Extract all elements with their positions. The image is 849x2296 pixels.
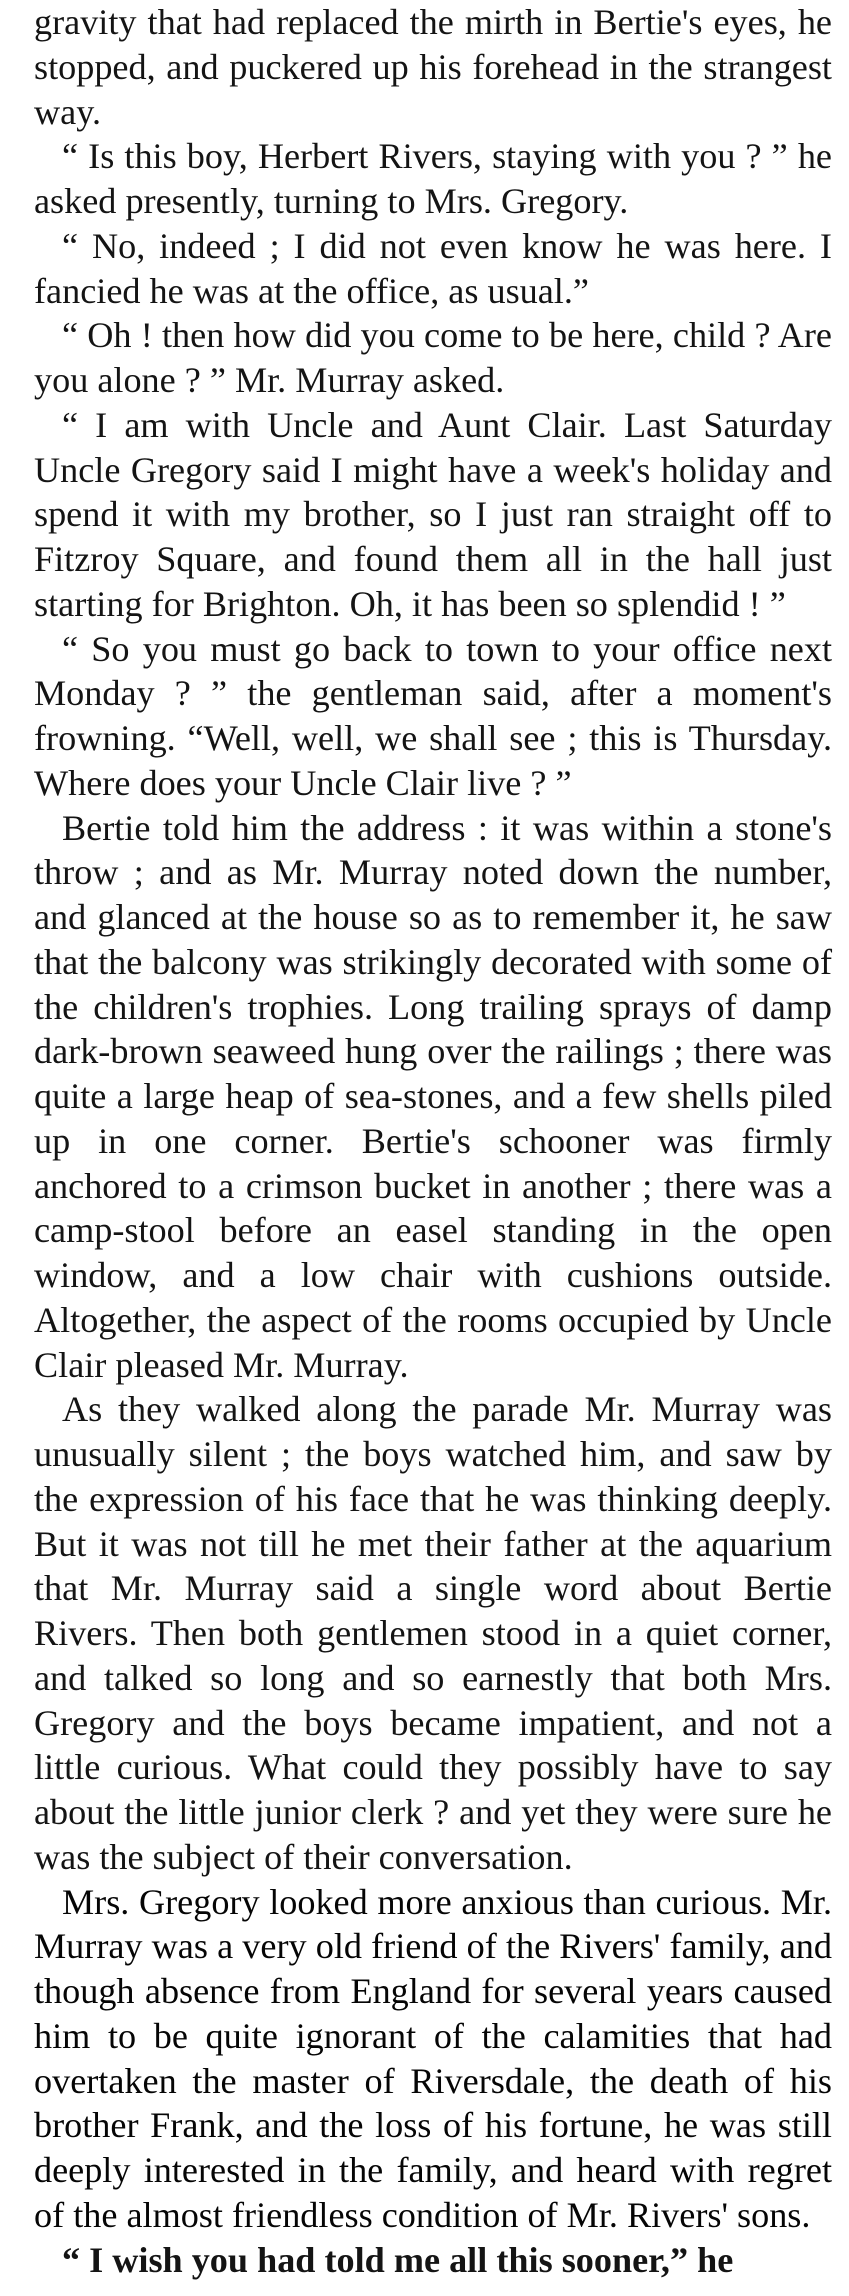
paragraph-7: Bertie told him the address : it was within a stone's throw ; and as Mr. Murray noted down the number, and glanced at the house so as to remember it, he saw that the balcony was strikingly decorated with some of the children's trophies. Long trailing sprays of damp dark-brown seaweed hung over the railings ; there was quite a large heap of sea-stones, and a few shells piled up in one corner. Bertie's schooner was firmly anchored to a crimson bucket in another ; there was a camp-stool before an easel standing in the open window, and a low chair with cushions outside. Altogether, the aspect of the rooms occupied by Uncle Clair pleased Mr. Murray. <box>34 807 832 1385</box>
paragraph-8: As they walked along the parade Mr. Murray was unusually silent ; the boys watched him, and saw by the expression of his face that he was thinking deeply. But it was not till he met their father at the aquarium that Mr. Murray said a single word about Bertie Rivers. Then both gentlemen stood in a quiet corner, and talked so long and so earnestly that both Mrs. Gregory and the boys became impatient, and not a little curious. What could they possibly have to say about the little junior clerk ? and yet they were sure he was the subject of their conversation. <box>34 1389 832 1877</box>
paragraph-1: gravity that had replaced the mirth in Bertie's eyes, he stopped, and puckered up his forehead in the strangest way. <box>34 2 832 132</box>
paragraph-10: “ I wish you had told me all this sooner,” he <box>62 2239 734 2280</box>
paragraph-6: “ So you must go back to town to your office next Monday ? ” the gentleman said, after a moment's frowning. “Well, well, we shall see ; this is Thursday. Where does your Uncle Clair live ? ” <box>34 628 832 803</box>
book-page <box>34 0 832 2282</box>
paragraph-2: “ Is this boy, Herbert Rivers, staying with you ? ” he asked presently, turning to Mrs. Gregory. <box>34 136 832 221</box>
paragraph-9: Mrs. Gregory looked more anxious than curious. Mr. Murray was a very old friend of the Rivers' family, and though absence from England for several years caused him to be quite ignorant of the calamities that had overtaken the master of Riversdale, the death of his brother Frank, and the loss of his fortune, he was still deeply interested in the family, and heard with regret of the almost friendless condition of Mr. Rivers' sons. <box>34 1881 832 2235</box>
paragraph-4: “ Oh ! then how did you come to be here, child ? Are you alone ? ” Mr. Murray asked. <box>34 315 832 400</box>
paragraph-3: “ No, indeed ; I did not even know he was here. I fancied he was at the office, as usual.” <box>34 225 832 311</box>
paragraph-5: “ I am with Uncle and Aunt Clair. Last Saturday Uncle Gregory said I might have a week's holiday and spend it with my brother, so I just ran straight off to Fitzroy Square, and found them all in the hall just starting for Brighton. Oh, it has been so splendid ! ” <box>34 404 832 624</box>
